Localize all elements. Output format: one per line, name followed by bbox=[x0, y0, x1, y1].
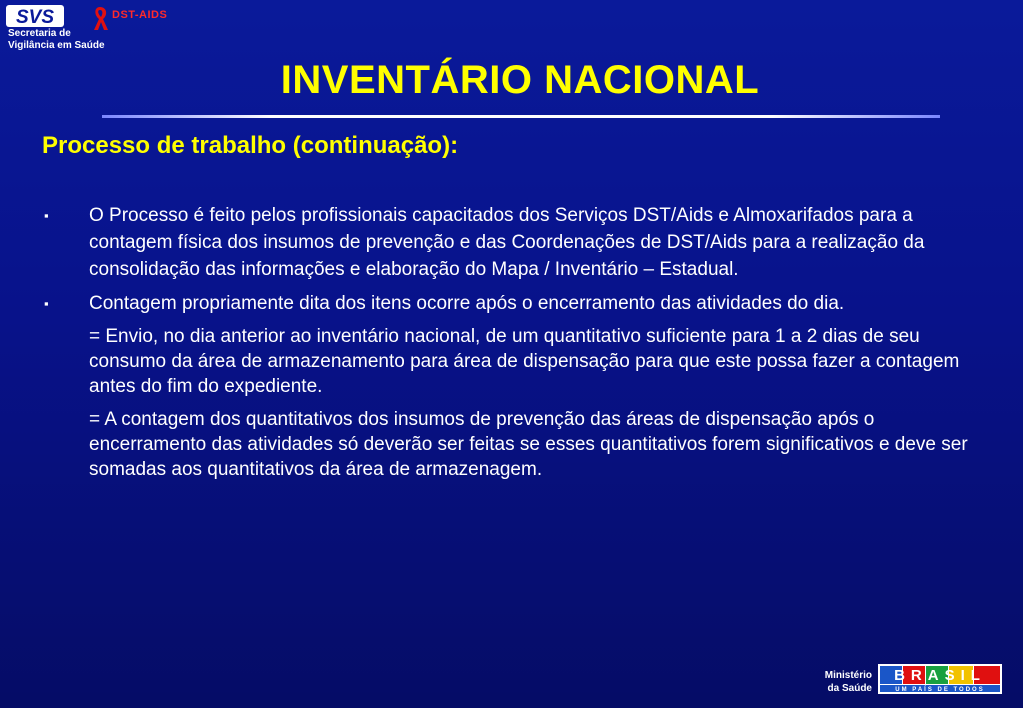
dst-aids-logo-text: DST-AIDS bbox=[112, 9, 168, 21]
svg-text:SVS: SVS bbox=[15, 7, 55, 28]
org-name-line2: Vigilância em Saúde bbox=[8, 40, 105, 51]
bullet-list bbox=[42, 202, 982, 490]
ministry-line1: Ministério bbox=[824, 670, 872, 681]
bullet-square-icon: ▪ bbox=[44, 208, 49, 223]
bullet-item bbox=[42, 202, 982, 283]
bullet-text: O Processo é feito pelos profissionais capacitados dos Serviços DST/Aids e Almoxarifados para a contagem física dos insumos de prevenção e das Coordenações de DST/Aids para a realização da consolidação das informações e elaboração do Mapa / Inventário – Estadual. bbox=[89, 205, 925, 280]
bullet-square-icon: ▪ bbox=[44, 296, 49, 311]
brasil-logo bbox=[878, 664, 1002, 694]
svg-text:UM PAÍS DE TODOS: UM PAÍS DE TODOS bbox=[895, 687, 985, 693]
ministry-label bbox=[812, 669, 872, 695]
bullet-text: Contagem propriamente dita dos itens ocorre após o encerramento das atividades do dia. bbox=[89, 293, 845, 314]
sub-paragraph: = A contagem dos quantitativos dos insumos de prevenção das áreas de dispensação após o encerramento das atividades só deverão ser feitas se esses quantitativos forem significativos e deve ser somadas aos quantitativos da área de armazenagem. bbox=[89, 409, 968, 480]
sub-paragraph: = Envio, no dia anterior ao inventário nacional, de um quantitativo suficiente para 1 a 2 dias de seu consumo da área de armazenamento para área de dispensação para que este possa fazer a contagem antes do fim do expediente. bbox=[89, 326, 960, 397]
bullet-item bbox=[42, 290, 982, 317]
svs-logo bbox=[6, 4, 66, 28]
slide-subtitle: Processo de trabalho (continuação): bbox=[42, 132, 459, 159]
ministry-line2: da Saúde bbox=[827, 683, 872, 694]
org-name-line1: Secretaria de bbox=[8, 28, 71, 39]
title-divider bbox=[102, 115, 940, 118]
svg-text:BRASIL: BRASIL bbox=[894, 667, 986, 684]
slide-title: INVENTÁRIO NACIONAL bbox=[280, 58, 760, 102]
